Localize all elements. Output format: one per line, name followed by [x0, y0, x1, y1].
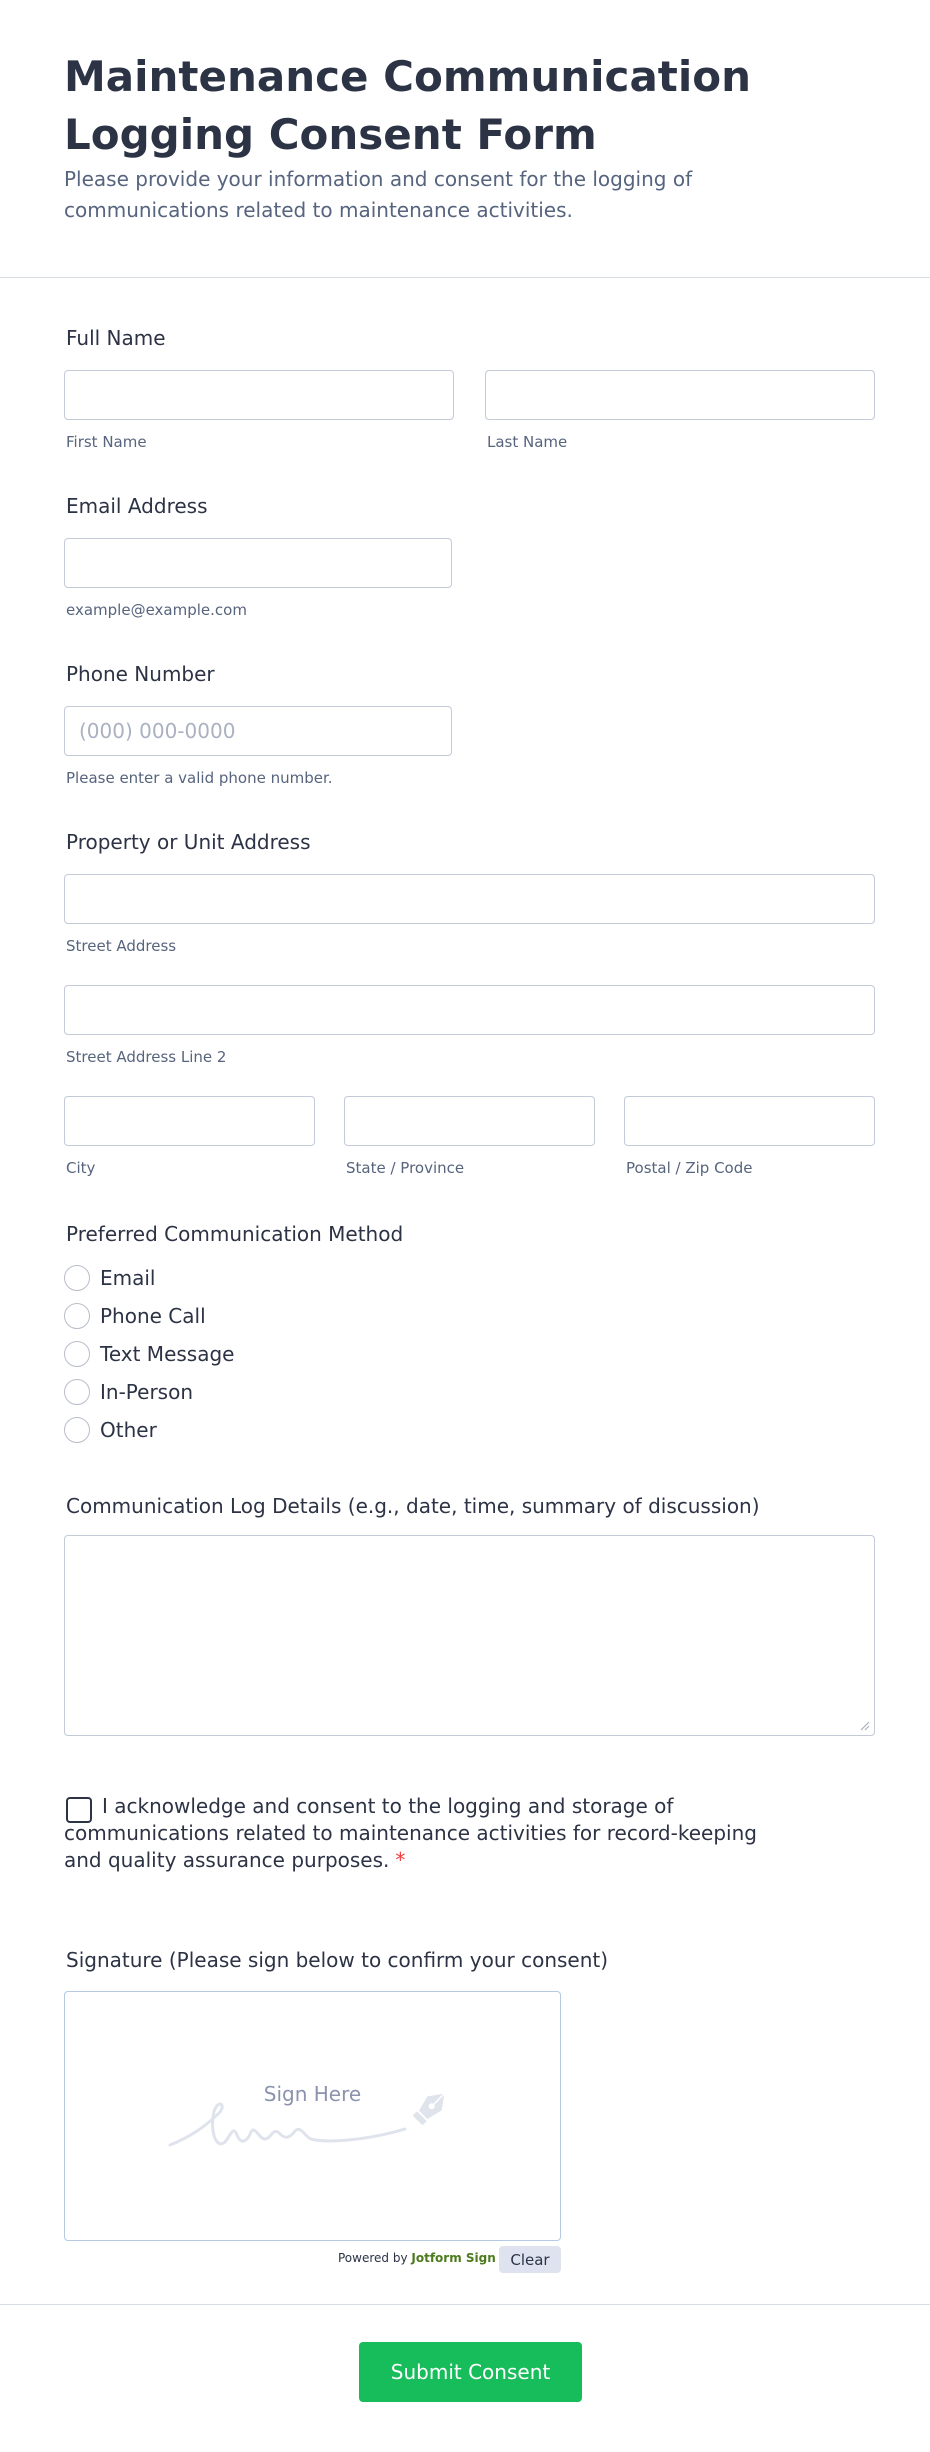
radio-option-email[interactable] [64, 1264, 156, 1292]
street-address-sublabel: Street Address [66, 937, 177, 955]
radio-option-phone-call[interactable] [64, 1302, 206, 1330]
submit-button[interactable]: Submit Consent [359, 2342, 582, 2402]
street-address-line2-sublabel: Street Address Line 2 [66, 1048, 227, 1066]
signature-pad[interactable] [64, 1991, 561, 2241]
radio-circle[interactable] [64, 1417, 90, 1443]
sign-here-placeholder: Sign Here [263, 2082, 362, 2106]
clear-signature-button[interactable]: Clear [499, 2246, 561, 2273]
phone-sublabel: Please enter a valid phone number. [66, 769, 333, 787]
consent-text: I acknowledge and consent to the logging and storage of communications related to maintenance activities for record-keeping and quality assurance purposes. [64, 1794, 757, 1872]
pen-nib-icon [408, 2084, 454, 2130]
radio-circle[interactable] [64, 1379, 90, 1405]
city-input[interactable] [64, 1096, 315, 1146]
powered-by-text [338, 2251, 496, 2265]
first-name-sublabel: First Name [66, 433, 147, 451]
radio-circle[interactable] [64, 1303, 90, 1329]
full-name-label: Full Name [66, 326, 166, 350]
email-label: Email Address [66, 494, 208, 518]
radio-option-text-message[interactable] [64, 1340, 234, 1368]
radio-option-in-person[interactable] [64, 1378, 193, 1406]
phone-label: Phone Number [66, 662, 215, 686]
required-asterisk: * [395, 1848, 406, 1872]
phone-input[interactable]: (000) 000-0000 [64, 706, 452, 756]
street-address-input[interactable] [64, 874, 875, 924]
zip-sublabel: Postal / Zip Code [626, 1159, 753, 1177]
radio-option-other[interactable] [64, 1416, 157, 1444]
log-details-label: Communication Log Details (e.g., date, time, summary of discussion) [66, 1494, 760, 1518]
radio-label: Other [100, 1418, 157, 1442]
signature-label: Signature (Please sign below to confirm your consent) [66, 1948, 609, 1972]
resize-handle-icon[interactable] [860, 1721, 870, 1731]
city-sublabel: City [66, 1159, 96, 1177]
state-input[interactable] [344, 1096, 595, 1146]
email-sublabel: example@example.com [66, 601, 247, 619]
radio-label: Phone Call [100, 1304, 206, 1328]
form-title: Maintenance Communication Logging Consent Form [64, 52, 752, 159]
radio-circle[interactable] [64, 1265, 90, 1291]
jotform-sign-link[interactable]: Jotform Sign [411, 2251, 496, 2265]
address-label: Property or Unit Address [66, 830, 311, 854]
street-address-line2-input[interactable] [64, 985, 875, 1035]
last-name-sublabel: Last Name [487, 433, 568, 451]
state-sublabel: State / Province [346, 1159, 465, 1177]
first-name-input[interactable] [64, 370, 454, 420]
zip-input[interactable] [624, 1096, 875, 1146]
powered-by-label: Powered by [338, 2251, 408, 2265]
radio-label: In-Person [100, 1380, 193, 1404]
communication-method-label: Preferred Communication Method [66, 1222, 404, 1246]
form-subtitle: Please provide your information and consent for the logging of communications related to maintenance activities. [64, 167, 693, 222]
email-input[interactable] [64, 538, 452, 588]
last-name-input[interactable] [485, 370, 875, 420]
form-header [0, 0, 930, 278]
radio-label: Text Message [100, 1342, 235, 1366]
radio-circle[interactable] [64, 1341, 90, 1367]
log-details-textarea[interactable] [64, 1535, 875, 1736]
consent-text-block [64, 1793, 784, 1874]
radio-label: Email [100, 1266, 156, 1290]
